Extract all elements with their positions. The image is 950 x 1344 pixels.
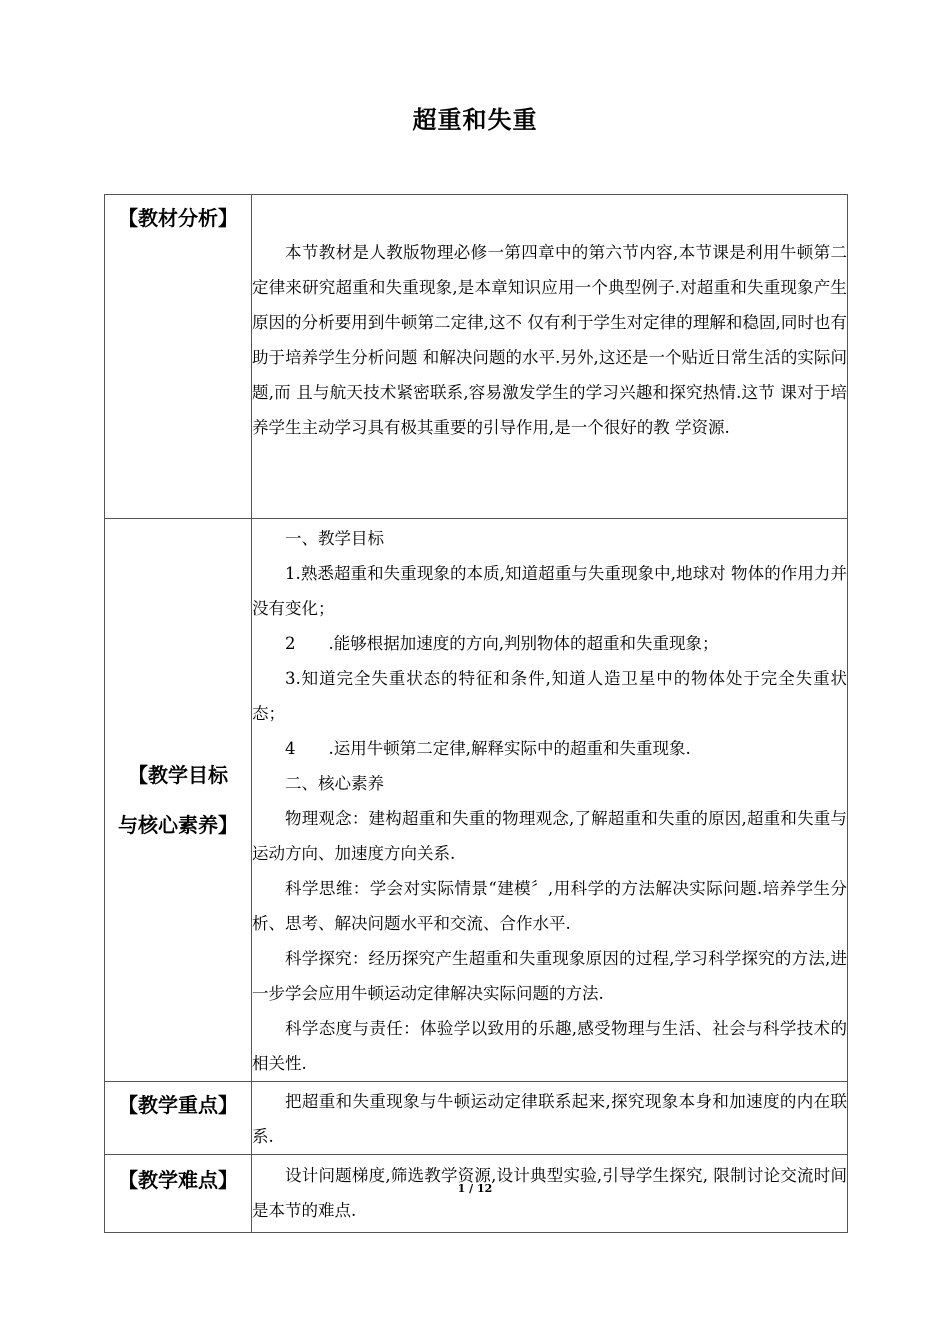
content-objectives bbox=[252, 519, 848, 1082]
label-objectives bbox=[105, 519, 252, 1082]
document-title: 超重和失重 bbox=[412, 106, 538, 134]
label-objectives-line2: 与核心素养】 bbox=[118, 813, 238, 837]
label-objectives-line1: 【教学目标 bbox=[128, 763, 228, 787]
lesson-plan-table bbox=[104, 194, 848, 1233]
literacy-item-1: 物理观念：建构超重和失重的物理观念,了解超重和失重的原因,超重和失重与运动方向、加速度方向关系. bbox=[252, 809, 847, 863]
objectives-heading: 一、教学目标 bbox=[285, 529, 384, 548]
table-row-key-points bbox=[105, 1082, 848, 1155]
material-analysis-text: 本节教材是人教版物理必修一第四章中的第六节内容,本节课是利用牛顿第二定律来研究超重和失重现象,是本章知识应用一个典型例子.对超重和失重现象产生原因的分析要用到牛顿第二定律,这不 仅有利于学生对定律的理解和稳固,同时也有助于培养学生分析问题 和解决问题的水平.另外,这还是一个贴近日常生活的实际问题,而 且与航天技术紧密联系,容易激发学生的学习兴趣和探究热情.这节 课对于培养学生主动学习具有极其重要的引导作用,是一个很好的教 学资源. bbox=[252, 243, 847, 437]
objective-item-4: 4 .运用牛顿第二定律,解释实际中的超重和失重现象. bbox=[285, 739, 691, 758]
objective-item-1: 1.熟悉超重和失重现象的本质,知道超重与失重现象中,地球对 物体的作用力并没有变化； bbox=[252, 564, 847, 618]
key-points-text: 把超重和失重现象与牛顿运动定律联系起来,探究现象本身和加速度的内在联系. bbox=[252, 1092, 847, 1146]
objective-item-2: 2 .能够根据加速度的方向,判别物体的超重和失重现象； bbox=[285, 634, 719, 653]
objective-item-3: 3.知道完全失重状态的特征和条件,知道人造卫星中的物体处于完全失重状态； bbox=[252, 669, 847, 723]
difficulties-text: 设计问题梯度,筛选教学资源,设计典型实验,引导学生探究, 限制讨论交流时间是本节的难点. bbox=[252, 1166, 847, 1220]
content-material-analysis bbox=[252, 195, 848, 519]
page-number: 1 / 12 bbox=[457, 1182, 493, 1195]
literacy-heading: 二、核心素养 bbox=[285, 774, 384, 793]
literacy-item-2: 科学思维：学会对实际情景“建模〞,用科学的方法解决实际问题.培养学生分析、思考、解决问题水平和交流、合作水平. bbox=[252, 879, 847, 933]
label-key-points: 【教学重点】 bbox=[105, 1082, 252, 1155]
literacy-item-4: 科学态度与责任：体验学以致用的乐趣,感受物理与生活、社会与科学技术的相关性. bbox=[252, 1019, 847, 1073]
content-key-points bbox=[252, 1082, 848, 1155]
literacy-item-3: 科学探究：经历探究产生超重和失重现象原因的过程,学习科学探究的方法,进一步学会应用牛顿运动定律解决实际问题的方法. bbox=[252, 949, 847, 1003]
label-difficulties: 【教学难点】 bbox=[105, 1155, 252, 1233]
table-row-material-analysis bbox=[105, 195, 848, 519]
label-material-analysis: 【教材分析】 bbox=[105, 195, 252, 519]
table-row-objectives bbox=[105, 519, 848, 1082]
